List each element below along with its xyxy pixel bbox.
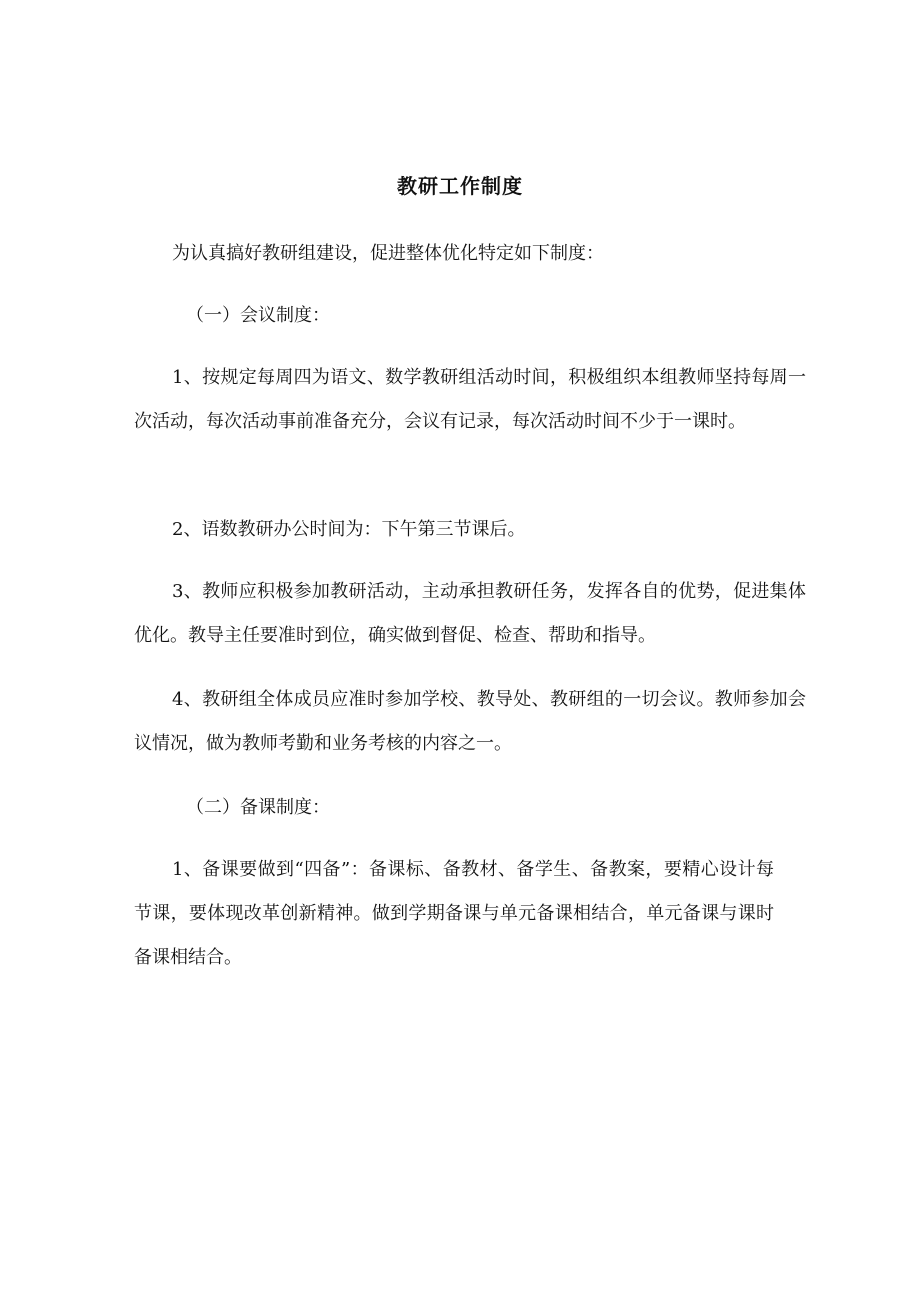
lesson-prep-rule-1: 1、备课要做到“四备”：备课标、备教材、备学生、备教案，要精心设计每节课，要体现改革创新精神。做到学期备课与单元备课相结合，单元备课与课时备课相结合。: [134, 859, 774, 968]
meeting-rule-2: 2、语数教研办公时间为：下午第三节课后。: [172, 519, 526, 540]
meeting-rule-4: 4、教研组全体成员应准时参加学校、教导处、教研组的一切会议。教师参加会议情况，做为教师考勤和业务考核的内容之一。: [134, 689, 806, 754]
document-title: 教研工作制度: [397, 174, 523, 198]
section-heading-lesson-prep: （二）备课制度：: [186, 797, 330, 818]
section-heading-meeting: （一）会议制度：: [186, 305, 330, 326]
meeting-rule-1: 1、按规定每周四为语文、数学教研组活动时间，积极组织本组教师坚持每周一次活动，每次活动事前准备充分，会议有记录，每次活动时间不少于一课时。: [134, 367, 806, 432]
intro-paragraph: 为认真搞好教研组建设，促进整体优化特定如下制度：: [172, 243, 604, 264]
meeting-rule-3: 3、教师应积极参加教研活动，主动承担教研任务，发挥各自的优势，促进集体优化。教导主任要准时到位，确实做到督促、检查、帮助和指导。: [134, 581, 806, 646]
